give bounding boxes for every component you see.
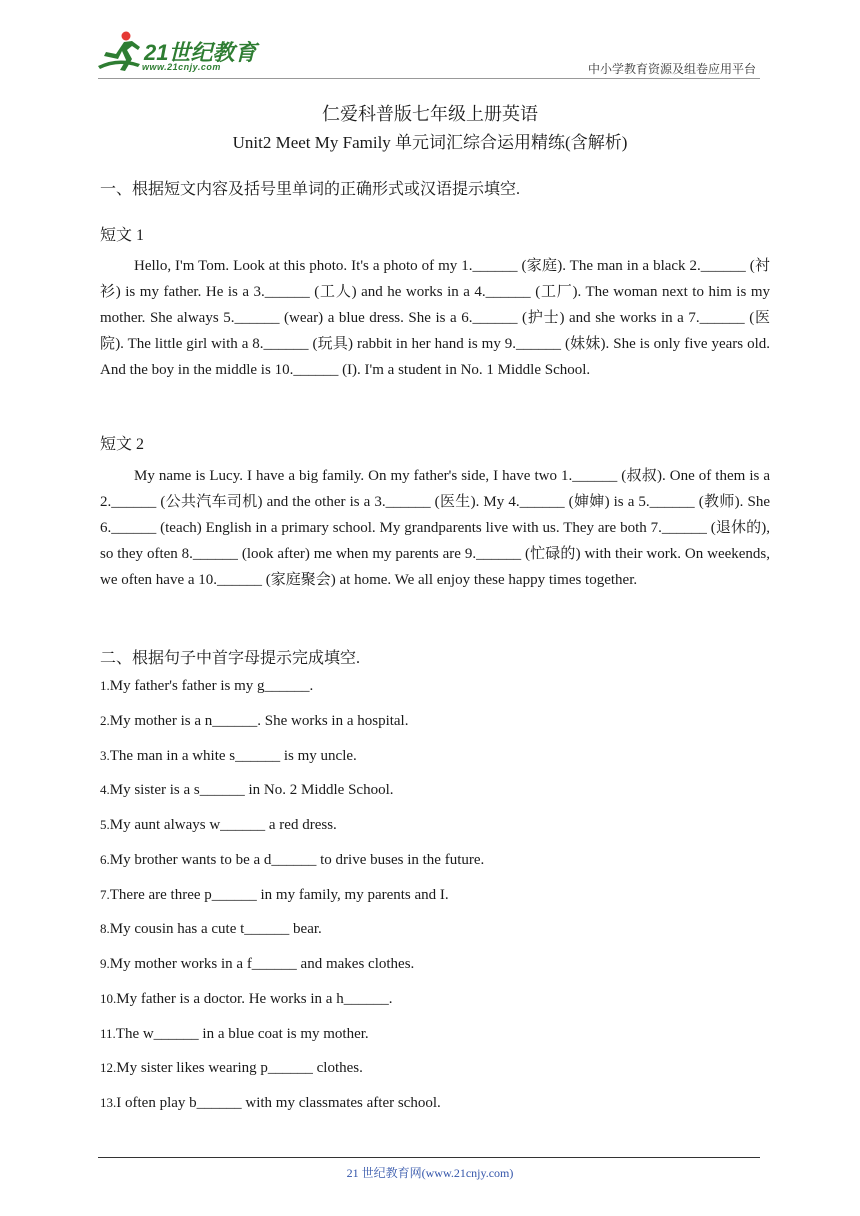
question-text: My mother works in a f______ and makes clothes. [109,956,415,972]
question-text: My father is a doctor. He works in a h______. [116,990,393,1007]
question-number: 7. [100,886,110,902]
passage1-label: 短文 1 [100,227,145,244]
question-number: 5. [100,817,110,832]
question-text: The man in a white s______ is my uncle. [109,747,357,764]
section2-heading: 二、根据句子中首字母提示完成填空. [100,650,361,667]
question-number: 13. [100,1095,117,1110]
question-item [100,817,760,852]
question-text: I often play b______ with my classmates after school. [116,1095,441,1111]
question-number: 10. [100,990,117,1006]
question-text: My cousin has a cute t______ bear. [109,921,322,938]
document-subtitle: Unit2 Meet My Family 单元词汇综合运用精练(含解析) [232,133,628,152]
question-text: My aunt always w______ a red dress. [109,817,337,833]
question-item [100,678,760,713]
question-text: My brother wants to be a d______ to drive buses in the future. [109,851,485,868]
question-item [100,852,760,887]
question-item [100,1060,760,1095]
header-tagline: 中小学教育资源及组卷应用平台 [587,62,756,76]
question-item [100,713,760,748]
question-number: 9. [100,956,110,971]
question-text: There are three p______ in my family, my parents and I. [109,886,449,903]
document-title: 仁爱科普版七年级上册英语 [322,104,538,124]
question-item [100,748,760,783]
question-number: 8. [100,921,110,937]
footer-divider [98,1157,760,1158]
question-item [100,782,760,817]
logo-url: www.21cnjy.com [142,62,221,72]
passage1-text: Hello, I'm Tom. Look at this photo. It's a photo of my 1.______ (家庭). The man in a black 2.______ (衬衫) is my father. He is a 3.______ (工人) and he works in a 4.______ (工厂). The woman next to him is my mother. She always 5.______ (wear) a blue dress. She is a 6.______ (护士) and she works in a 7.______ (医院). The little girl with a 8.______ (玩具) rabbit in her hand is my 9.______ (妹妹). She is only five years old. And the boy in the middle is 10.______ (I). I'm a student in No. 1 Middle School. [100,258,770,378]
footer-link[interactable]: 21 世纪教育网(www.21cnjy.com) [346,1166,514,1180]
site-logo[interactable] [96,30,266,78]
passage2-label: 短文 2 [100,436,145,453]
question-text: My sister likes wearing p______ clothes. [116,1060,363,1077]
question-item [100,991,760,1026]
section1-heading: 一、根据短文内容及括号里单词的正确形式或汉语提示填空. [100,181,521,198]
question-text: The w______ in a blue coat is my mother. [115,1025,369,1042]
passage2-text: My name is Lucy. I have a big family. On my father's side, I have two 1.______ (叔叔). One of them is a 2.______ (公共汽车司机) and the other is a 3.______ (医生). My 4.______ (婶婶) is a 5.______ (教师). She 6.______ (teach) English in a primary school. My grandparents live with us. They are both 7.______ (退休的), so they often 8.______ (look after) me when my parents are 9.______ (忙碌的) with their work. On weekends, we often have a 10.______ (家庭聚会) at home. We all enjoy these happy times together. [100,468,770,588]
question-list [100,678,760,1130]
question-item [100,1095,760,1130]
question-item [100,887,760,922]
question-number: 4. [100,782,110,798]
question-number: 1. [100,678,110,693]
question-number: 6. [100,851,110,867]
question-item [100,1026,760,1061]
question-number: 2. [100,712,110,728]
question-number: 12. [100,1060,117,1076]
question-item [100,921,760,956]
question-text: My sister is a s______ in No. 2 Middle School. [109,782,394,799]
header-divider [98,78,760,79]
logo-text: 21世纪教育 [144,40,257,65]
runner-logo-icon [96,30,142,74]
question-item [100,956,760,991]
question-text: My father's father is my g______. [109,678,314,694]
page-header [0,0,860,80]
question-text: My mother is a n______. She works in a hospital. [109,712,409,729]
question-number: 11. [100,1025,116,1041]
question-number: 3. [100,747,110,763]
